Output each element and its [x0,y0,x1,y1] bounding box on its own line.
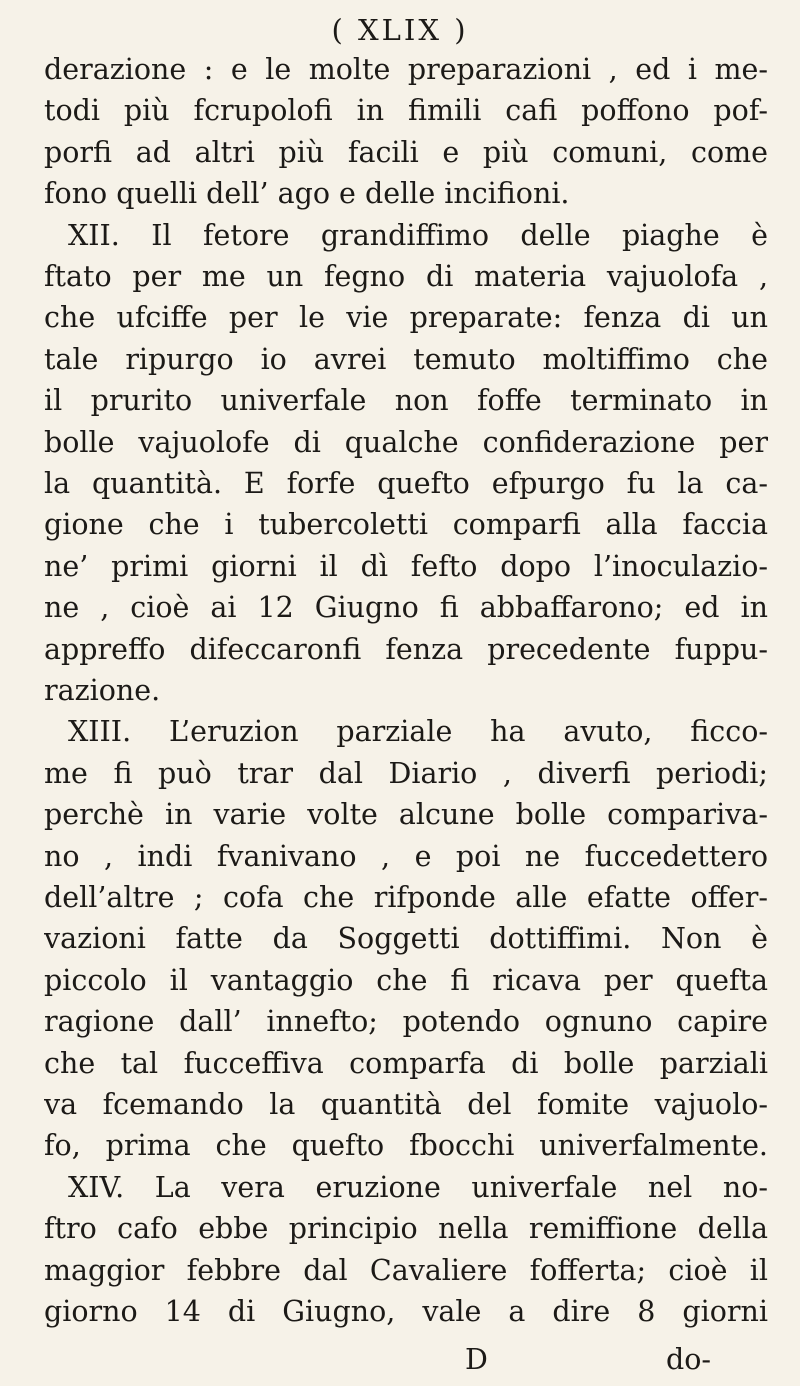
text-line: ne’ primi giorni il dì fefto dopo l’inoculazio- [44,549,768,583]
text-line: no , indi fvanivano , e poi ne fuccedettero [44,839,768,873]
text-line: gione che i tubercoletti comparfi alla faccia [44,508,768,542]
text-line: porfi ad altri più facili e più comuni, come [44,135,768,169]
catchword: do- [666,1343,712,1376]
text-line: giorno 14 di Giugno, vale a dire 8 giorni [44,1295,768,1328]
text-line: ftato per me un fegno di materia vajuolofa , [44,260,768,293]
text-line: ne , cioè ai 12 Giugno fi abbaffarono; ed in [44,591,768,625]
text-line: XIV. La vera eruzione univerfale nel no- [68,1170,768,1204]
text-line: me fi può trar dal Diario , diverfi periodi; [44,756,768,790]
text-line: va fcemando la quantità del fomite vajuolo- [44,1088,768,1121]
text-line: il prurito univerfale non foffe terminato in [44,384,768,418]
text-line: la quantità. E forfe quefto efpurgo fu la ca- [44,467,768,500]
text-line: vazioni fatte da Soggetti dottiffimi. Non è [44,922,768,956]
text-line: ragione dall’ innefto; potendo ognuno capire [44,1005,768,1039]
page-number-header: ( XLIX ) [331,13,469,47]
text-line: razione. [44,674,161,707]
text-line: XII. Il fetore grandiffimo delle piaghe è [68,218,768,252]
text-line: che ufciffe per le vie preparate: fenza di un [44,301,768,335]
text-line: derazione : e le molte preparazioni , ed i me- [44,53,768,86]
page-footer [0,1340,800,1380]
text-line: piccolo il vantaggio che fi ricava per quefta [44,963,768,997]
text-line: ftro cafo ebbe principio nella remiffione della [44,1212,768,1246]
text-line: tale ripurgo io avrei temuto moltiffimo che [44,342,768,376]
text-line: fono quelli dell’ ago e delle incifioni. [44,177,570,211]
text-line: maggior febbre dal Cavaliere fofferta; cioè il [44,1253,768,1287]
text-line: todi più fcrupolofi in fimili cafi poffono pof- [44,94,768,128]
text-line: perchè in varie volte alcune bolle compariva- [44,798,768,832]
text-line: XIII. L’eruzion parziale ha avuto, ficco- [68,715,768,749]
text-line: bolle vajuolofe di qualche confiderazione per [44,425,768,459]
text-line: appreffo difeccaronfi fenza precedente fuppu- [44,632,768,666]
text-line: che tal fucceffiva comparfa di bolle parziali [44,1046,768,1080]
text-line: dell’altre ; cofa che rifponde alle efatte offer- [44,881,768,914]
text-line: fo, prima che quefto fbocchi univerfalmente. [44,1129,768,1163]
signature-mark: D [465,1343,488,1376]
